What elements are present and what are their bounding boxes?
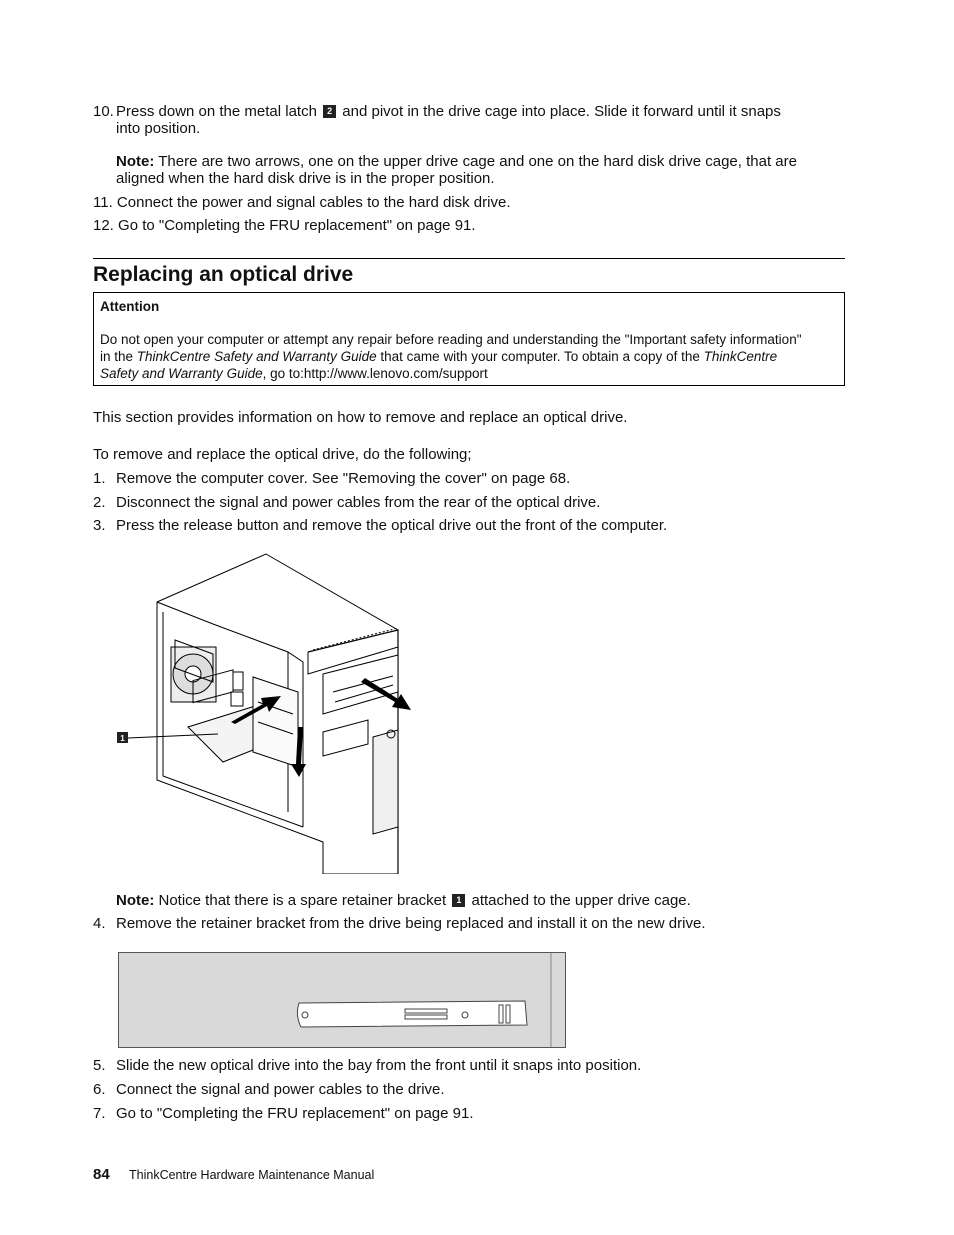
step-text: into position. xyxy=(116,120,201,137)
step-text: Go to "Completing the FRU replacement" on page 91. xyxy=(118,217,476,234)
step-4 xyxy=(93,915,706,932)
step-5 xyxy=(93,1057,642,1074)
callout-badge: 1 xyxy=(120,734,125,743)
step-text: Slide the new optical drive into the bay from the front until it snaps into position. xyxy=(116,1057,642,1074)
note-text: attached to the upper drive cage. xyxy=(471,892,691,909)
note-label: Note: xyxy=(116,892,155,909)
page-number: 84 xyxy=(93,1166,110,1183)
step-number: 2. xyxy=(93,494,106,511)
attention-text xyxy=(100,331,845,382)
step-number: 12. xyxy=(93,217,114,234)
callout-badge: 2 xyxy=(323,105,336,118)
attention-line: that came with your computer. To obtain a copy of the xyxy=(376,349,704,364)
intro-paragraph: This section provides information on how to remove and replace an optical drive. xyxy=(93,409,628,426)
guide-title: Safety and Warranty Guide xyxy=(100,366,263,381)
note-label: Note: xyxy=(116,153,155,170)
step-12 xyxy=(93,217,853,234)
retainer-bracket-illustration xyxy=(118,952,566,1048)
step-7 xyxy=(93,1105,474,1122)
step-text: Connect the power and signal cables to the hard disk drive. xyxy=(116,194,511,211)
procedure-lead: To remove and replace the optical drive, do the following; xyxy=(93,446,472,463)
attention-box xyxy=(93,292,845,386)
section-title: Replacing an optical drive xyxy=(93,263,354,286)
step-6 xyxy=(93,1081,445,1098)
step-number: 7. xyxy=(93,1105,106,1122)
step-11 xyxy=(93,194,853,211)
note-text: aligned when the hard disk drive is in the proper position. xyxy=(116,170,495,187)
step-2 xyxy=(93,494,601,511)
guide-title: ThinkCentre xyxy=(703,349,778,364)
attention-label: Attention xyxy=(100,299,160,314)
step-number: 5. xyxy=(93,1057,106,1074)
step-3 xyxy=(93,517,668,534)
guide-title: ThinkCentre Safety and Warranty Guide xyxy=(136,349,377,364)
step-number: 10. xyxy=(93,103,114,120)
step-number: 6. xyxy=(93,1081,106,1098)
step-number: 4. xyxy=(93,915,106,932)
step-text: Go to "Completing the FRU replacement" on page 91. xyxy=(116,1105,474,1122)
section-divider xyxy=(93,258,845,259)
step-number: 3. xyxy=(93,517,106,534)
step-text: Connect the signal and power cables to the drive. xyxy=(116,1081,445,1098)
note-text: Notice that there is a spare retainer bracket xyxy=(158,892,447,909)
step-text: Press down on the metal latch xyxy=(116,103,317,120)
footer-title: ThinkCentre Hardware Maintenance Manual xyxy=(129,1168,375,1182)
step-text: and pivot in the drive cage into place. Slide it forward until it snaps xyxy=(342,103,781,120)
computer-illustration xyxy=(113,552,423,874)
attention-line: Do not open your computer or attempt any repair before reading and understanding the "Important safety information" xyxy=(100,332,802,347)
step-number: 11. xyxy=(93,194,113,211)
step-text: Disconnect the signal and power cables from the rear of the optical drive. xyxy=(116,494,601,511)
note-text: There are two arrows, one on the upper drive cage and one on the hard disk drive cage, that are xyxy=(158,153,797,170)
step-text: Remove the computer cover. See "Removing the cover" on page 68. xyxy=(116,470,571,487)
callout-badge: 1 xyxy=(452,894,465,907)
attention-line: , go to:http://www.lenovo.com/support xyxy=(262,366,488,381)
attention-line: in the xyxy=(100,349,137,364)
note xyxy=(116,892,856,909)
step-10 xyxy=(93,103,853,137)
step-text: Press the release button and remove the optical drive out the front of the computer. xyxy=(116,517,668,534)
step-1 xyxy=(93,470,571,487)
step-text: Remove the retainer bracket from the drive being replaced and install it on the new drive. xyxy=(116,915,706,932)
note xyxy=(116,153,856,187)
step-number: 1. xyxy=(93,470,106,487)
